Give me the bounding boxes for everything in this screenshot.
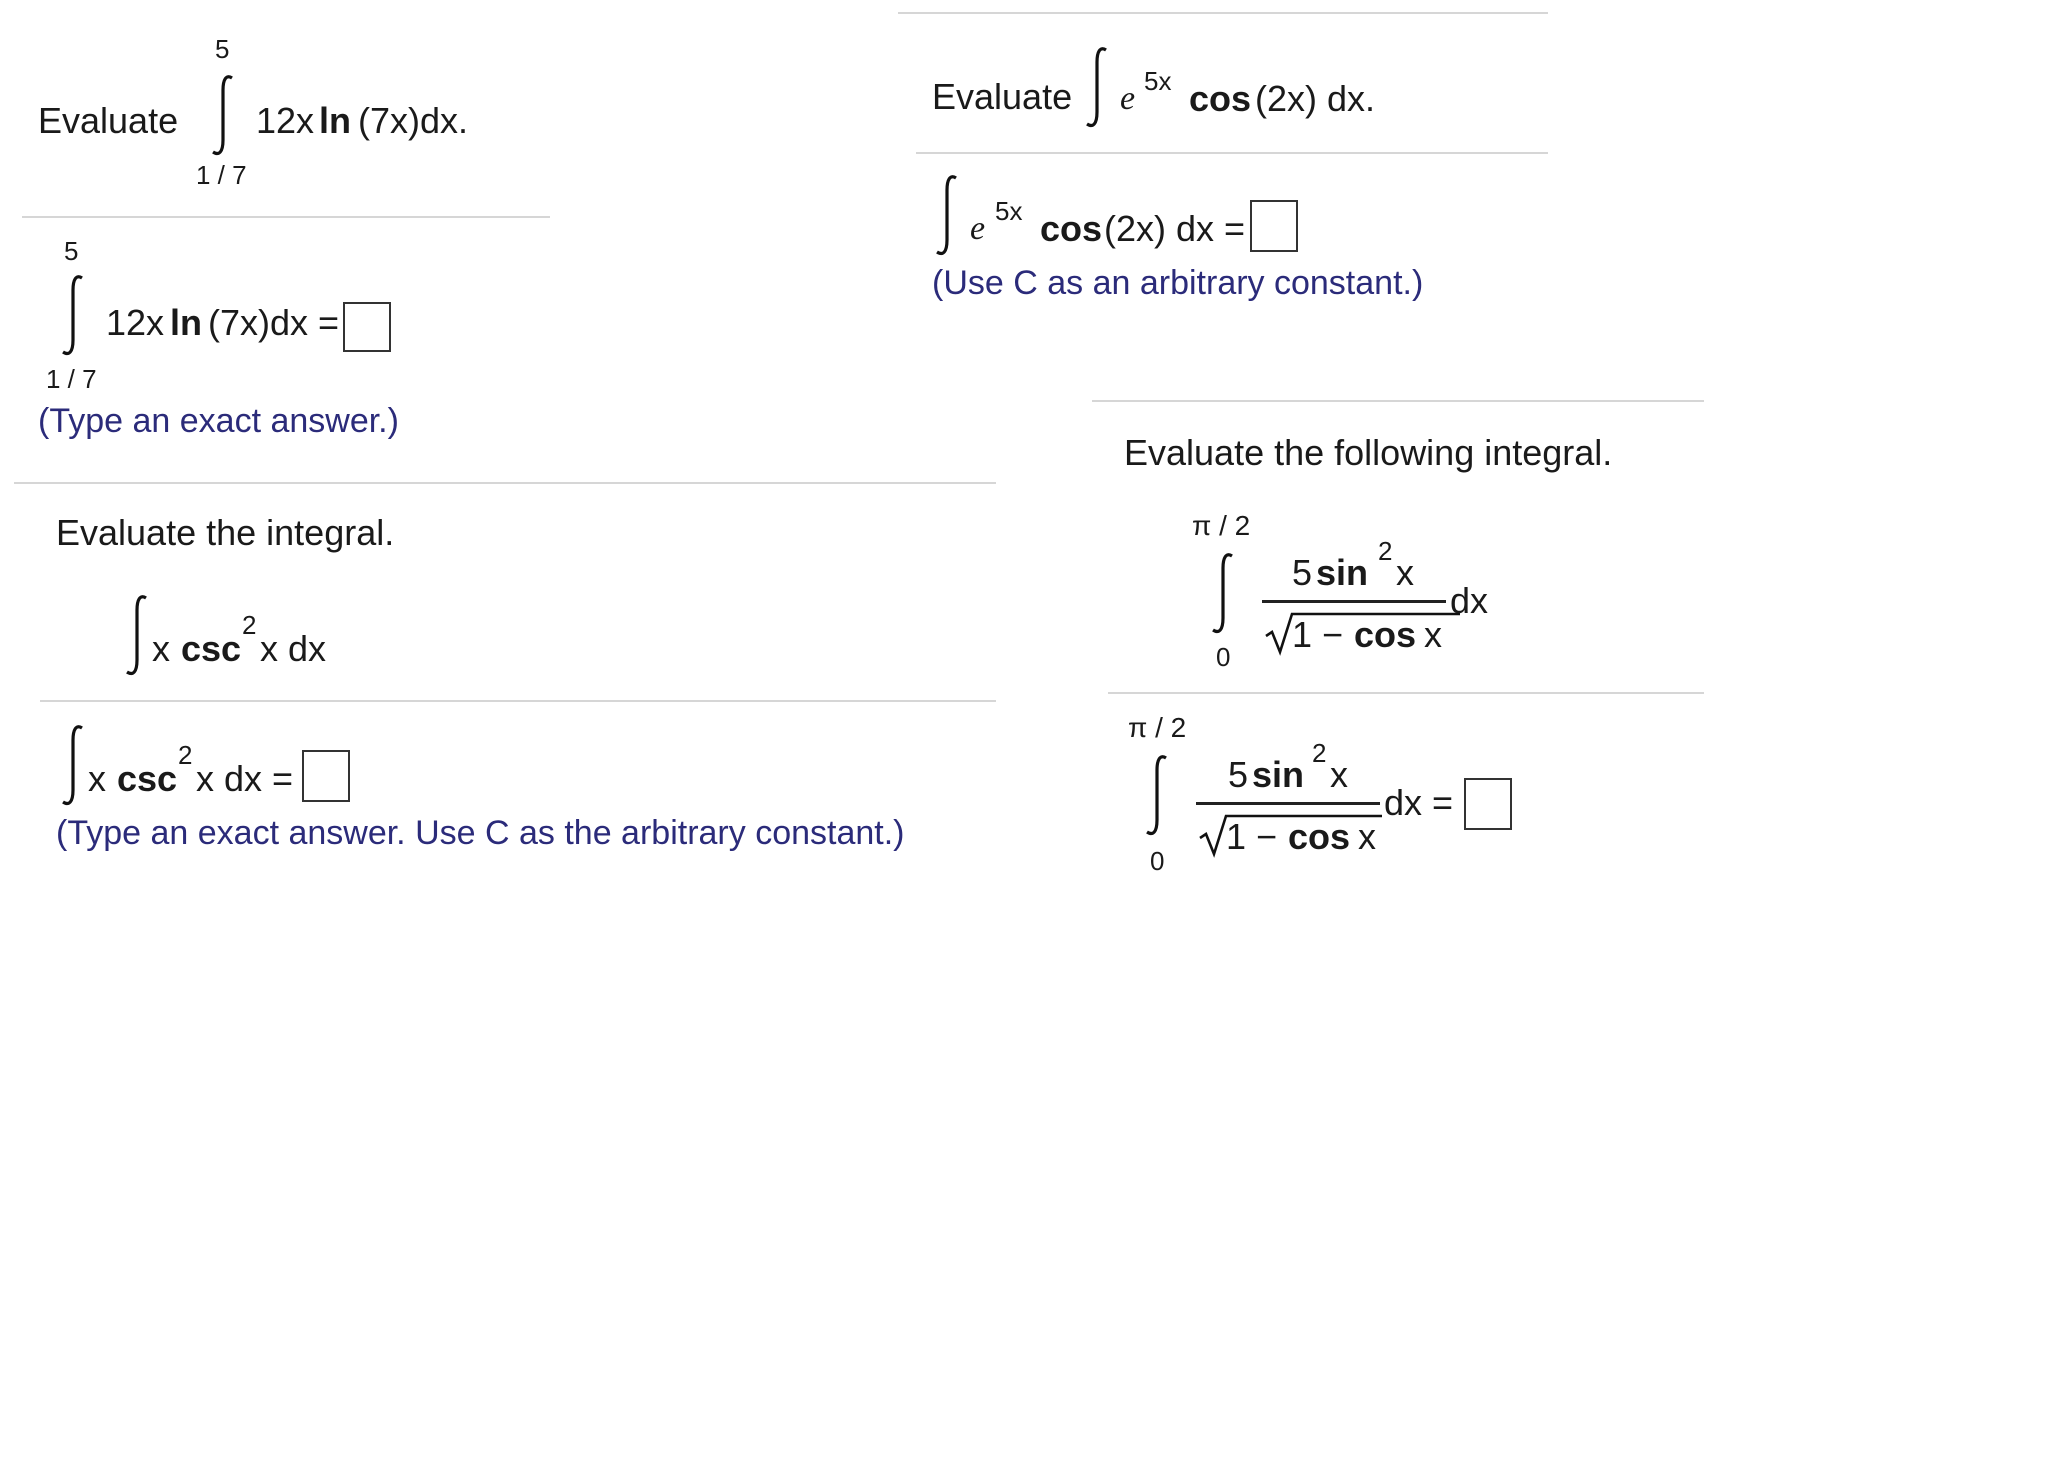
lower-limit: 0 <box>1216 642 1231 672</box>
integrand-argument: (7x)dx. <box>358 100 469 141</box>
exponent: 2 <box>242 610 257 640</box>
numerator-variable: x <box>1396 552 1414 593</box>
evaluate-label: Evaluate <box>38 100 179 141</box>
integral-sign-icon <box>58 722 88 808</box>
upper-limit: 5 <box>64 236 79 266</box>
fraction-bar <box>1196 802 1380 805</box>
evaluate-label: Evaluate <box>932 76 1073 117</box>
integrand-tail: x dx = <box>196 758 294 799</box>
lower-limit: 0 <box>1150 846 1165 876</box>
differential: dx <box>1450 580 1489 621</box>
integrand-function: csc <box>181 628 242 669</box>
upper-limit: π / 2 <box>1128 712 1187 743</box>
answer-input-box[interactable] <box>343 302 391 352</box>
numerator-variable: x <box>1330 754 1348 795</box>
divider <box>22 216 550 218</box>
answer-hint: (Use C as an arbitrary constant.) <box>932 264 1424 302</box>
denominator-variable: x <box>1424 614 1442 655</box>
numerator-function: sin <box>1252 754 1305 795</box>
divider <box>1092 400 1704 402</box>
numerator-function: sin <box>1316 552 1369 593</box>
integral-sign-icon <box>122 592 152 678</box>
divider <box>1108 692 1704 694</box>
problem-instruction: Evaluate the following integral. <box>1124 432 1613 473</box>
integrand-function: ln <box>170 302 202 343</box>
upper-limit: 5 <box>215 34 230 64</box>
divider <box>898 12 1548 14</box>
integrand-variable: x <box>152 628 170 669</box>
integrand-argument: (7x)dx = <box>208 302 340 343</box>
answer-hint: (Type an exact answer. Use C as the arbitrary constant.) <box>56 814 905 852</box>
integrand-function: cos <box>1040 208 1103 249</box>
fraction-bar <box>1262 600 1446 603</box>
differential: dx = <box>1384 782 1454 823</box>
exponent: 2 <box>178 740 193 770</box>
exponential-base: e <box>1120 80 1136 117</box>
denominator-function: cos <box>1288 816 1351 857</box>
numerator-coefficient: 5 <box>1292 552 1313 593</box>
denominator-function: cos <box>1354 614 1417 655</box>
exponent: 5x <box>995 196 1023 226</box>
exponent: 5x <box>1144 66 1172 96</box>
answer-hint: (Type an exact answer.) <box>38 402 399 440</box>
upper-limit: π / 2 <box>1192 510 1251 541</box>
divider <box>14 482 996 484</box>
integrand-function: cos <box>1189 78 1252 119</box>
integral-sign-icon <box>932 172 962 258</box>
integral-sign-icon <box>208 72 238 158</box>
denominator-constant: 1 − <box>1226 816 1278 857</box>
lower-limit: 1 / 7 <box>46 364 97 394</box>
integrand-function: csc <box>117 758 178 799</box>
numerator-coefficient: 5 <box>1228 754 1249 795</box>
numerator-exponent: 2 <box>1378 536 1393 566</box>
integral-sign-icon <box>1082 44 1112 130</box>
denominator-constant: 1 − <box>1292 614 1344 655</box>
integrand-argument: (2x) dx. <box>1255 78 1376 119</box>
integral-sign-icon <box>58 272 88 358</box>
integrand-coefficient: 12x <box>106 302 165 343</box>
exponential-base: e <box>970 210 986 247</box>
integrand-variable: x <box>88 758 106 799</box>
denominator-variable: x <box>1358 816 1376 857</box>
integrand-argument: (2x) dx = <box>1104 208 1246 249</box>
answer-input-box[interactable] <box>302 750 350 802</box>
integrand-function: ln <box>319 100 351 141</box>
integral-sign-icon <box>1208 550 1238 636</box>
divider <box>40 700 996 702</box>
integrand-coefficient: 12x <box>256 100 315 141</box>
answer-input-box[interactable] <box>1250 200 1298 252</box>
integrand-tail: x dx <box>260 628 327 669</box>
problem-instruction: Evaluate the integral. <box>56 512 395 553</box>
divider <box>916 152 1548 154</box>
answer-input-box[interactable] <box>1464 778 1512 830</box>
lower-limit: 1 / 7 <box>196 160 247 190</box>
integral-sign-icon <box>1142 752 1172 838</box>
numerator-exponent: 2 <box>1312 738 1327 768</box>
